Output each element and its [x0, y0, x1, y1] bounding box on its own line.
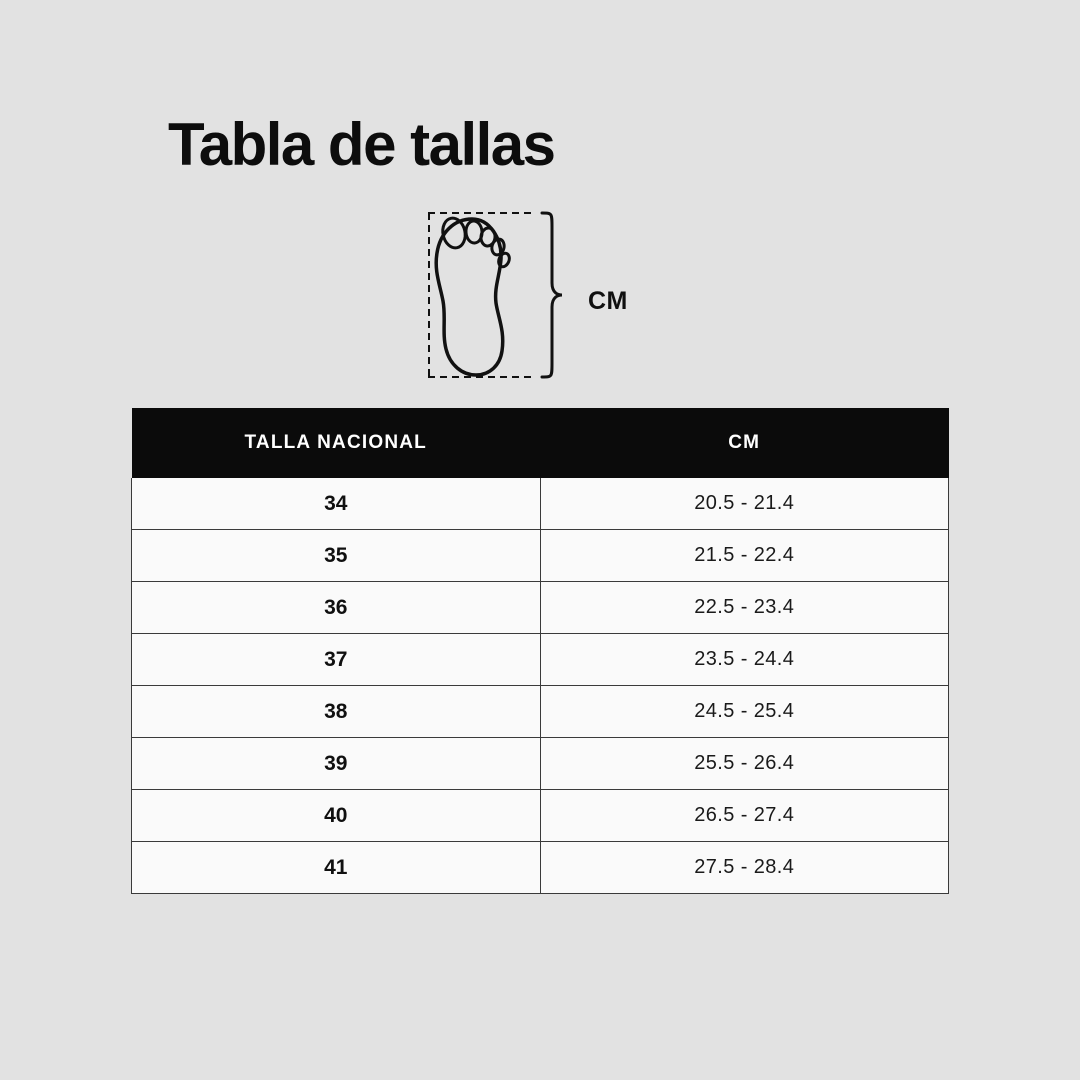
foot-sole-icon [410, 205, 670, 395]
size-table [131, 408, 949, 894]
cell-talla: 36 [132, 582, 541, 634]
size-table-head [132, 408, 949, 478]
table-header-row [132, 408, 949, 478]
cell-cm: 27.5 - 28.4 [540, 842, 949, 894]
cell-cm: 25.5 - 26.4 [540, 738, 949, 790]
cell-talla: 39 [132, 738, 541, 790]
cell-cm: 22.5 - 23.4 [540, 582, 949, 634]
table-row [132, 686, 949, 738]
table-row [132, 530, 949, 582]
cell-talla: 41 [132, 842, 541, 894]
table-row [132, 842, 949, 894]
cell-cm: 21.5 - 22.4 [540, 530, 949, 582]
table-row [132, 478, 949, 530]
cell-talla: 35 [132, 530, 541, 582]
cell-talla: 34 [132, 478, 541, 530]
column-header-cm: CM [540, 408, 949, 478]
page-title: Tabla de tallas [168, 111, 555, 178]
size-table-body [132, 478, 949, 894]
cell-cm: 20.5 - 21.4 [540, 478, 949, 530]
cell-talla: 38 [132, 686, 541, 738]
table-row [132, 790, 949, 842]
cell-talla: 40 [132, 790, 541, 842]
table-row [132, 738, 949, 790]
cm-measure-label: CM [588, 287, 628, 315]
cell-cm: 23.5 - 24.4 [540, 634, 949, 686]
table-row [132, 582, 949, 634]
foot-measurement-diagram [410, 205, 670, 395]
cell-cm: 26.5 - 27.4 [540, 790, 949, 842]
column-header-talla-nacional: TALLA NACIONAL [132, 408, 541, 478]
table-row [132, 634, 949, 686]
cell-cm: 24.5 - 25.4 [540, 686, 949, 738]
cell-talla: 37 [132, 634, 541, 686]
